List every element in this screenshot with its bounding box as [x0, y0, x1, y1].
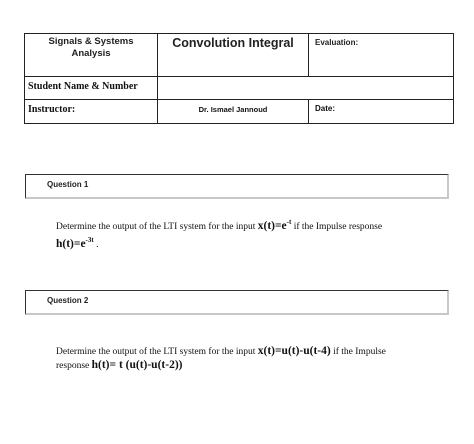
course-cell — [25, 34, 158, 77]
evaluation-cell — [309, 34, 454, 77]
document-title: Convolution Integral — [172, 36, 294, 50]
question-1-label: Question 1 — [47, 180, 89, 189]
question-2-impulse: h(t)= t (u(t)-u(t-2)) — [91, 359, 183, 371]
title-cell — [158, 34, 309, 77]
instructor-label-cell — [25, 100, 158, 124]
question-1-impulse: h(t)=e — [56, 237, 86, 250]
evaluation-label: Evaluation: — [315, 38, 359, 47]
header-table — [24, 33, 454, 124]
course-title: Signals & Systems — [48, 36, 134, 47]
question-1-box — [25, 174, 449, 199]
question-1-text: Determine the output of the LTI system for the input $x(t)=e^{-t}$ if the Impulse response $h(t)=e^{-3t}$ . — [56, 218, 383, 250]
question-2-label: Question 2 — [47, 296, 89, 305]
instructor-label: Instructor: — [28, 104, 76, 115]
question-2-text: Determine the output of the LTI system for the input x(t)=u(t)-u(t-4) if the Impulse response h(t)= t (u(t)-u(t-2)) — [56, 345, 386, 371]
question-1-input: x(t)=e — [257, 219, 287, 232]
date-cell[interactable] — [309, 100, 454, 124]
date-label: Date: — [315, 104, 336, 113]
question-2-input: x(t)=u(t)-u(t-4) — [257, 345, 331, 357]
student-field[interactable] — [158, 77, 454, 100]
course-subtitle: Analysis — [71, 48, 111, 59]
student-label-cell — [25, 77, 158, 100]
question-2-box — [25, 290, 449, 315]
instructor-name: Dr. Ismael Jannoud — [198, 105, 268, 114]
student-label: Student Name & Number — [28, 81, 138, 92]
instructor-name-cell — [158, 100, 309, 124]
